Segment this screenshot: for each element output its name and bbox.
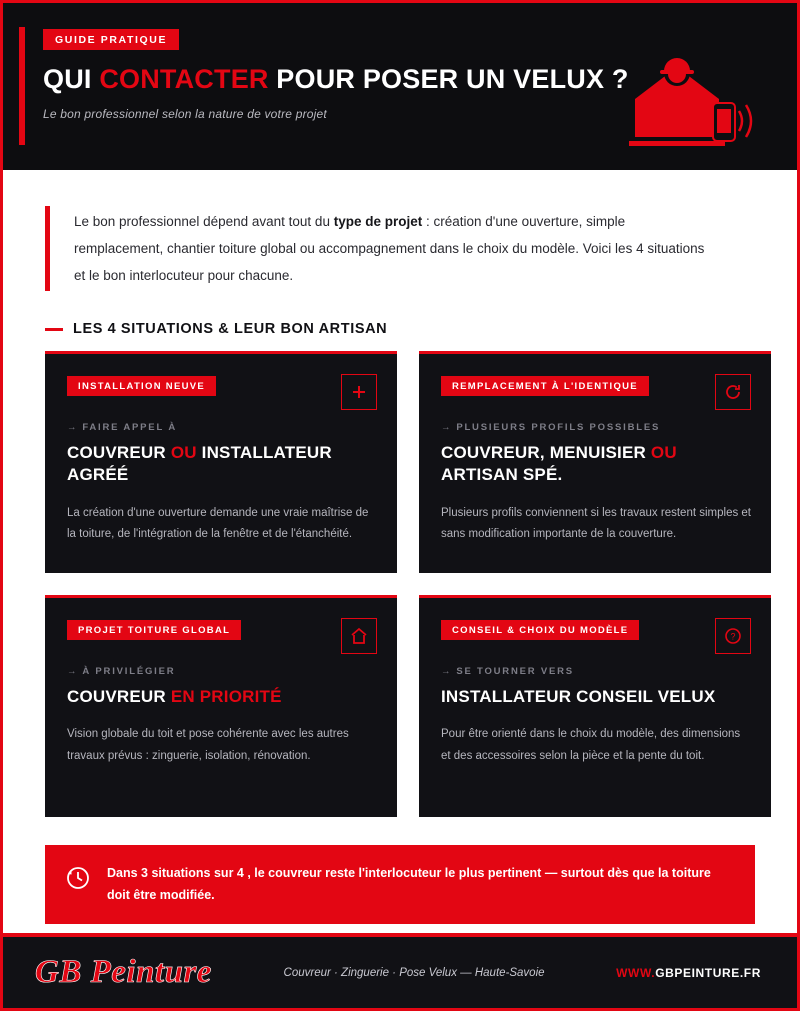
card-heading-part-1: INSTALLATEUR CONSEIL VELUX [441,687,716,706]
card-installation-neuve [45,351,397,573]
card-remplacement-identique [419,351,771,573]
cards-grid [3,351,797,817]
card-body-text: La création d'une ouverture demande une vraie maîtrise de la toiture, de l'intégration de la fenêtre et de l'étanchéité. [67,506,369,541]
title-highlight: CONTACTER [99,64,269,94]
question-circle-icon [715,618,751,654]
plus-icon [341,374,377,410]
home-icon [341,618,377,654]
footer [3,933,797,1008]
card-heading [67,686,377,708]
card-heading [67,442,377,487]
intro-text-before: Le bon professionnel dépend avant tout du [74,214,334,229]
footer-url-rest: GBPEINTURE.FR [655,965,761,980]
card-eyebrow-text: À PRIVILÉGIER [82,666,176,677]
card-heading-part-1: COUVREUR, MENUISIER [441,443,651,462]
section-dash-icon [45,328,63,331]
card-heading-highlight: EN PRIORITÉ [170,687,282,706]
card-eyebrow [67,422,377,433]
arrow-icon: → [441,666,453,677]
worker-with-phone-icon [625,41,755,149]
intro-quote [45,206,755,291]
title-part-2: POUR POSER UN VELUX ? [268,64,629,94]
card-body-text: Pour être orienté dans le choix du modèle, des dimensions et des accessoires selon la pièce et la pente du toit. [441,728,741,762]
page-title [43,64,643,96]
card-eyebrow-text: SE TOURNER VERS [456,666,574,677]
arrow-icon: → [441,422,453,433]
card-projet-toiture-global [45,595,397,817]
note-text-before: Dans [107,866,142,880]
highlight-note [45,845,755,924]
history-clock-icon [65,865,91,891]
card-heading-part-1: COUVREUR [67,443,171,462]
card-eyebrow [441,666,751,677]
card-tag: REMPLACEMENT À L'IDENTIQUE [441,376,649,396]
note-text-emphasis: 3 situations sur 4 [141,866,248,880]
footer-tagline: Couvreur · Zinguerie · Pose Velux — Haute-Savoie [283,966,545,979]
footer-url-www: WWW. [616,965,656,980]
brand-logo: GB Peinture [35,954,212,990]
card-body-text: Vision globale du toit et pose cohérente avec les autres travaux prévus : zinguerie, isolation, rénovation. [67,728,349,762]
intro-text-bold: type de projet [333,214,423,229]
card-tag: PROJET TOITURE GLOBAL [67,620,241,640]
note-text [107,863,733,906]
header [3,3,797,170]
section-title-text: LES 4 SITUATIONS & LEUR BON ARTISAN [73,321,388,337]
card-eyebrow [67,666,377,677]
card-heading [441,686,751,708]
card-conseil-choix-modele [419,595,771,817]
card-body-text: Plusieurs profils conviennent si les travaux restent simples et sans modification importante de la couverture. [441,506,752,541]
title-part-1: QUI [43,64,100,94]
card-heading-part-2: ARTISAN SPÉ. [441,465,563,485]
intro-paragraph [74,208,714,289]
card-heading [441,442,751,487]
arrow-icon: → [67,422,79,433]
intro-section [3,170,797,291]
header-subtitle: Le bon professionnel selon la nature de votre projet [43,106,327,121]
card-heading-part-1: COUVREUR [67,687,171,706]
card-heading-part-2: INSTALLATEUR AGRÉÉ [67,443,332,485]
header-accent-bar [19,27,25,145]
card-heading-highlight: OU [650,443,677,462]
card-heading-highlight: OU [170,443,197,462]
note-text-after: , le couvreur reste l'interlocuteur le plus pertinent — surtout dès que la toiture doit être modifiée. [107,866,711,902]
card-tag: INSTALLATION NEUVE [67,376,216,396]
card-eyebrow [441,422,751,433]
footer-website[interactable] [616,966,761,980]
card-eyebrow-text: FAIRE APPEL À [82,422,177,433]
card-tag: CONSEIL & CHOIX DU MODÈLE [441,620,639,640]
svg-text:?: ? [730,631,736,642]
card-eyebrow-text: PLUSIEURS PROFILS POSSIBLES [456,422,661,433]
intro-text-after: : création d'une ouverture, simple remplacement, chantier toiture global ou accompagnement dans le choix du modèle. Voici les 4 situations et le bon interlocuteur pour chacune. [74,214,705,283]
refresh-icon [715,374,751,410]
arrow-icon: → [67,666,79,677]
section-heading [45,321,797,337]
header-badge: GUIDE PRATIQUE [43,29,179,50]
